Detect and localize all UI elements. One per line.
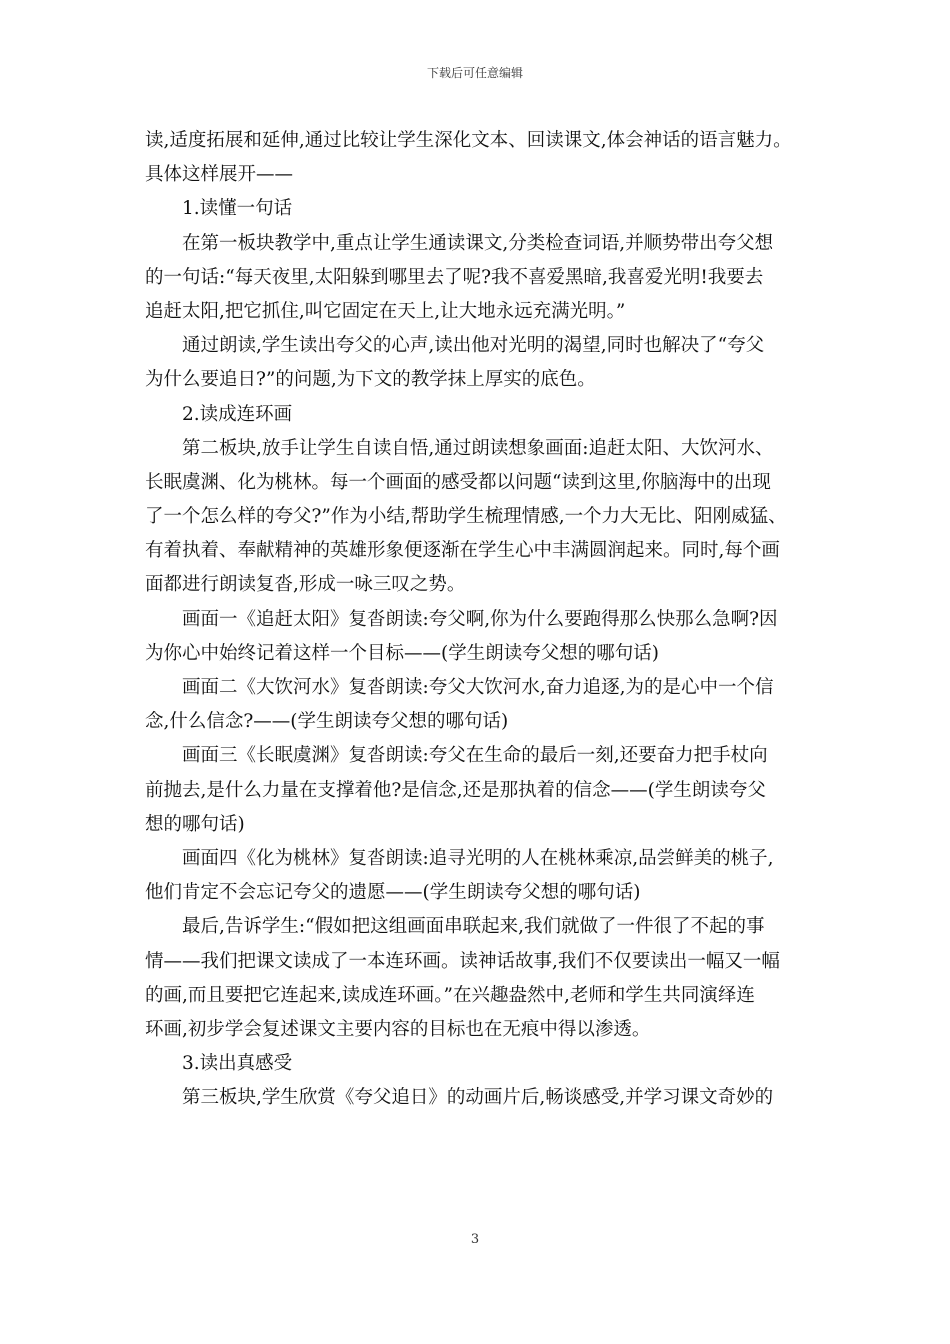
- text-line: 画面四《化为桃林》复沓朗读:追寻光明的人在桃林乘凉,品尝鲜美的桃子,: [182, 847, 774, 869]
- text-line: 情——我们把课文读成了一本连环画。读神话故事,我们不仅要读出一幅又一幅: [145, 950, 780, 972]
- text-line: 有着执着、奉献精神的英雄形象便逐渐在学生心中丰满圆润起来。同时,每个画: [145, 540, 780, 562]
- text-line: 为你心中始终记着这样一个目标——(学生朗读夸父想的哪句话): [145, 642, 659, 664]
- text-line: 在第一板块教学中,重点让学生通读课文,分类检查词语,并顺势带出夸父想: [182, 232, 774, 254]
- text-line: 读,适度拓展和延伸,通过比较让学生深化文本、回读课文,体会神话的语言魅力。: [145, 130, 792, 151]
- text-line: 想的哪句话): [145, 813, 245, 835]
- text-line: 通过朗读,学生读出夸父的心声,读出他对光明的渴望,同时也解决了“夸父: [182, 335, 765, 357]
- text-line: 前抛去,是什么力量在支撑着他?是信念,还是那执着的信念——(学生朗读夸父: [145, 779, 766, 801]
- text-line: 3.读出真感受: [182, 1053, 293, 1075]
- text-line: 最后,告诉学生:“假如把这组画面串联起来,我们就做了一件很了不起的事: [182, 916, 765, 938]
- text-line: 的一句话:“每天夜里,太阳躲到哪里去了呢?我不喜爱黑暗,我喜爱光明!我要去: [145, 266, 764, 288]
- text-line: 画面二《大饮河水》复沓朗读:夸父大饮河水,奋力追逐,为的是心中一个信: [182, 677, 774, 698]
- text-line: 念,什么信念?——(学生朗读夸父想的哪句话): [145, 711, 509, 733]
- document-body: [145, 124, 810, 1115]
- text-line: 他们肯定不会忘记夸父的遗愿——(学生朗读夸父想的哪句话): [145, 882, 641, 904]
- text-line: 第二板块,放手让学生自读自悟,通过朗读想象画面:追赶太阳、大饮河水、: [182, 437, 774, 459]
- text-line: 画面一《追赶太阳》复沓朗读:夸父啊,你为什么要跑得那么快那么急啊?因: [182, 608, 778, 630]
- text-line: 长眠虞渊、化为桃林。每一个画面的感受都以问题“读到这里,你脑海中的出现: [145, 471, 771, 493]
- text-line: 了一个怎么样的夸父?”作为小结,帮助学生梳理情感,一个力大无比、阳刚威猛、: [145, 506, 787, 528]
- text-line: 画面三《长眠虞渊》复沓朗读:夸父在生命的最后一刻,还要奋力把手杖向: [182, 745, 768, 767]
- page-header: 下载后可任意编辑: [426, 66, 523, 80]
- text-line: 2.读成连环画: [182, 403, 293, 425]
- page-number: 3: [470, 1232, 480, 1247]
- text-line: 环画,初步学会复述课文主要内容的目标也在无痕中得以渗透。: [145, 1018, 651, 1040]
- text-line: 具体这样展开——: [145, 164, 294, 186]
- text-line: 面都进行朗读复沓,形成一咏三叹之势。: [145, 574, 466, 596]
- text-line: 为什么要追日?”的问题,为下文的教学抹上厚实的底色。: [145, 369, 596, 391]
- text-line: 的画,而且要把它连起来,读成连环画。”在兴趣盎然中,老师和学生共同演绎连: [145, 984, 755, 1006]
- text-line: 第三板块,学生欣赏《夸父追日》的动画片后,畅谈感受,并学习课文奇妙的: [182, 1087, 774, 1109]
- text-line: 追赶太阳,把它抓住,叫它固定在天上,让大地永远充满光明。”: [145, 300, 626, 322]
- text-line: 1.读懂一句话: [182, 198, 293, 220]
